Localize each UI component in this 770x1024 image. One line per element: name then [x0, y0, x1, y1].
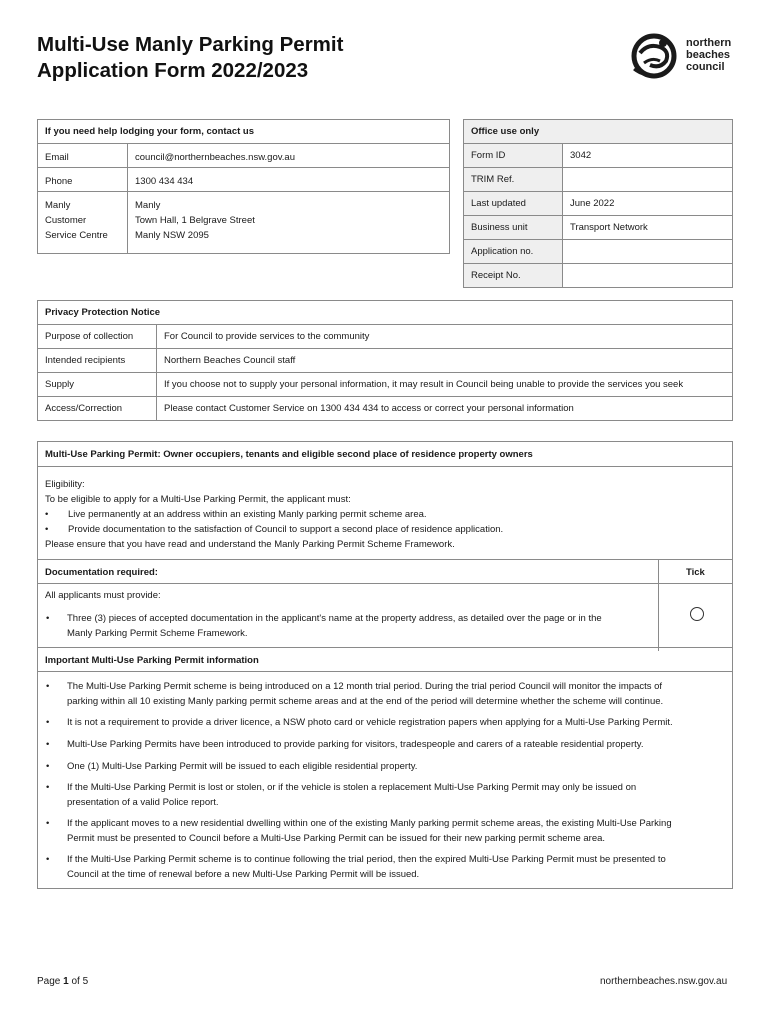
documentation-heading: Documentation required: [38, 559, 732, 584]
list-item: • One (1) Multi-Use Parking Permit will be issued to each eligible residential property. [46, 761, 418, 772]
table-row [464, 168, 733, 192]
website-link[interactable]: northernbeaches.nsw.gov.au [600, 976, 728, 987]
purpose-label: Purpose of collection [38, 325, 157, 349]
email-value[interactable]: council@northernbeaches.nsw.gov.au [128, 144, 450, 168]
access-value: Please contact Customer Service on 1300 434 434 to access or correct your personal information [157, 397, 733, 421]
title-line-1: Multi-Use Manly Parking Permit [37, 33, 344, 56]
table-row [38, 325, 733, 349]
permit-section [37, 441, 733, 889]
receipt-no-field[interactable] [563, 264, 733, 288]
form-id-label: Form ID [464, 144, 563, 168]
list-item: • If the applicant moves to a new residential dwelling within one of the existing Manly parking permit scheme areas, the existing Multi-Use Parking Permit must be presented to Council before a Multi-Use Parking Permit can be issued for their new parking permit scheme area. [46, 818, 672, 844]
trim-ref-label: TRIM Ref. [464, 168, 563, 192]
office-use-table [463, 119, 733, 288]
permit-heading: Multi-Use Parking Permit: Owner occupiers, tenants and eligible second place of residence property owners [38, 442, 732, 467]
page-number: Page 1 of 5 [37, 976, 89, 987]
logo-text [686, 37, 731, 73]
council-emblem-icon [630, 33, 682, 79]
table-row [38, 397, 733, 421]
table-row [38, 192, 450, 254]
eligibility-outro: Please ensure that you have read and understand the Manly Parking Permit Scheme Framework. [45, 539, 455, 550]
documentation-tick-checkbox[interactable] [690, 607, 704, 621]
table-row [38, 144, 450, 168]
recipients-label: Intended recipients [38, 349, 157, 373]
receipt-no-label: Receipt No. [464, 264, 563, 288]
list-item: • It is not a requirement to provide a driver licence, a NSW photo card or vehicle registration papers when applying for a Multi-Use Parking Permit. [46, 717, 673, 728]
supply-label: Supply [38, 373, 157, 397]
list-item: • If the Multi-Use Parking Permit is lost or stolen, or if the vehicle is stolen a replacement Multi-Use Parking Permit may only be issued on presentation of a valid Police report. [46, 782, 637, 808]
last-updated-value: June 2022 [563, 192, 733, 216]
service-centre-address: Manly Town Hall, 1 Belgrave Street Manly NSW 2095 [128, 192, 450, 254]
logo-line-2: beaches [686, 49, 731, 61]
table-row [464, 264, 733, 288]
email-label: Email [38, 144, 128, 168]
list-item: • The Multi-Use Parking Permit scheme is being introduced on a 12 month trial period. During the trial period Council will monitor the impacts of parking within all 10 existing Manly parking permit scheme areas and at the end of the period will determine whether the scheme will continue. [46, 681, 664, 707]
application-no-label: Application no. [464, 240, 563, 264]
table-row [464, 192, 733, 216]
privacy-notice-table [37, 300, 733, 421]
recipients-value: Northern Beaches Council staff [157, 349, 733, 373]
trim-ref-field[interactable] [563, 168, 733, 192]
title-line-2: Application Form 2022/2023 [37, 59, 309, 82]
table-row [464, 240, 733, 264]
table-row [464, 144, 733, 168]
table-row [38, 349, 733, 373]
purpose-value: For Council to provide services to the community [157, 325, 733, 349]
privacy-heading: Privacy Protection Notice [38, 301, 733, 325]
eligibility-block [45, 477, 503, 552]
logo-line-1: northern [686, 37, 732, 49]
business-unit-label: Business unit [464, 216, 563, 240]
office-heading: Office use only [464, 120, 733, 144]
business-unit-value: Transport Network [563, 216, 733, 240]
list-item: • Live permanently at an address within an existing Manly parking permit scheme area. [45, 509, 427, 520]
eligibility-title: Eligibility: [45, 479, 85, 490]
table-row [38, 373, 733, 397]
table-row [464, 216, 733, 240]
help-contact-table [37, 119, 450, 254]
page-title [37, 32, 343, 84]
table-row [38, 168, 450, 192]
council-logo [630, 33, 740, 79]
application-no-field[interactable] [563, 240, 733, 264]
last-updated-label: Last updated [464, 192, 563, 216]
form-id-value: 3042 [563, 144, 733, 168]
help-heading: If you need help lodging your form, contact us [38, 120, 450, 144]
tick-column-label: Tick [686, 567, 705, 578]
list-item: • If the Multi-Use Parking Permit scheme is to continue following the trial period, then the expired Multi-Use Parking Permit must be presented to Council at the time of renewal before a new Multi-Use Parking Permit will be issued. [46, 854, 666, 880]
list-item: • Provide documentation to the satisfaction of Council to support a second place of residence application. [45, 524, 504, 535]
service-centre-label: Manly Customer Service Centre [38, 192, 128, 254]
documentation-item: • Three (3) pieces of accepted documentation in the applicant's name at the property address, as detailed over the page or in the Manly Parking Permit Scheme Framework. [46, 613, 602, 639]
documentation-intro: All applicants must provide: [45, 590, 161, 601]
access-label: Access/Correction [38, 397, 157, 421]
list-item: • Multi-Use Parking Permits have been introduced to provide parking for visitors, tradespeople and carers of a rateable residential property. [46, 739, 644, 750]
eligibility-intro: To be eligible to apply for a Multi-Use Parking Permit, the applicant must: [45, 494, 351, 505]
supply-value: If you choose not to supply your personal information, it may result in Council being unable to provide the services you seek [157, 373, 733, 397]
phone-value[interactable]: 1300 434 434 [128, 168, 450, 192]
logo-line-3: council [686, 61, 725, 73]
tick-column-divider [658, 559, 659, 651]
info-heading: Important Multi-Use Parking Permit information [38, 647, 732, 672]
phone-label: Phone [38, 168, 128, 192]
